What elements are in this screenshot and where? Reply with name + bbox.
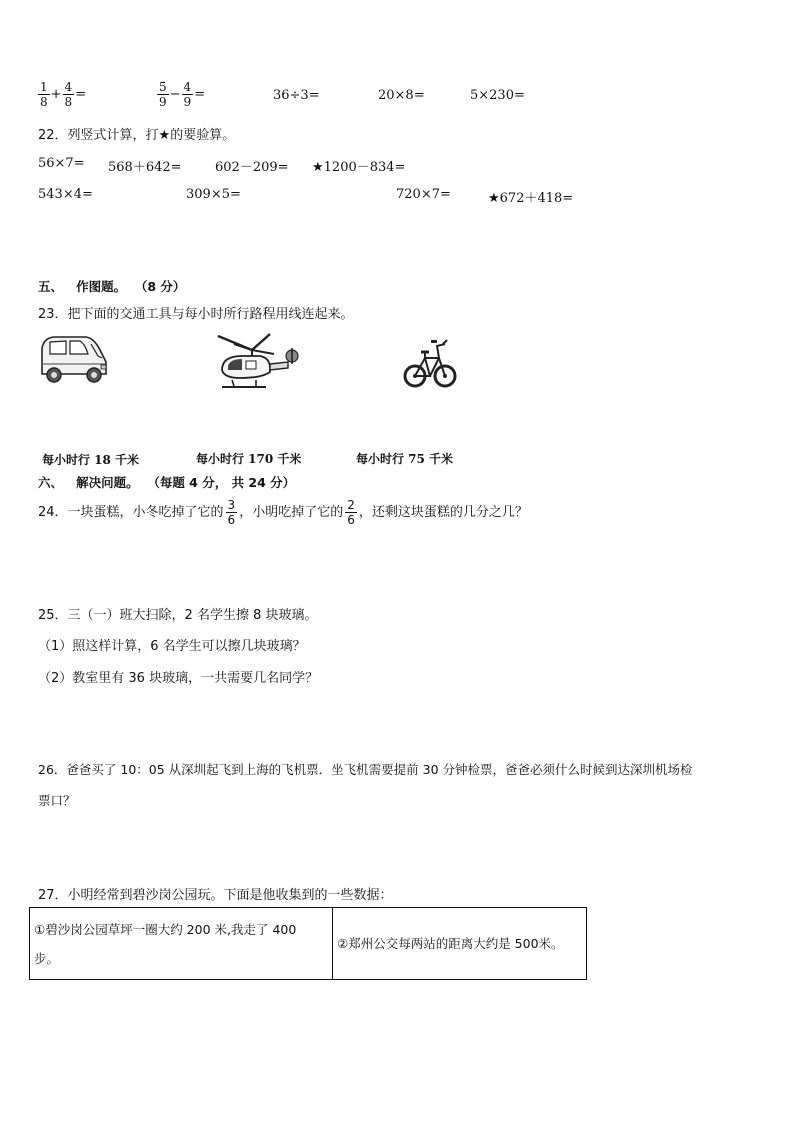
car-icon [36, 334, 110, 384]
q22-item: ★672＋418= [488, 191, 574, 206]
helicopter-icon [214, 332, 300, 392]
q22-title: 22．列竖式计算，打★的要验算。 [38, 128, 236, 143]
q26-line2: 票口？ [38, 793, 76, 808]
speed-label-170: 每小时行 170 千米 [196, 452, 302, 466]
q22-item: 56×7= [38, 156, 85, 171]
q22-item: 543×4= [38, 187, 93, 202]
q24-question: 24．一块蛋糕，小冬吃掉了它的 $\frac{3}{6}$ ，小明吃掉了它的 $\frac{2}{6}$ ，还剩这块蛋糕的几分之几？ [38, 498, 528, 527]
q27-cell-1: ①碧沙岗公园草坪一圈大约 200 米,我走了 400 步。 [30, 908, 333, 980]
q21-item: 20×8= [378, 88, 425, 103]
q27-cell-2: ②郑州公交每两站的距离大约是 500米。 [333, 908, 587, 980]
q22-item: ★1200－834= [312, 160, 406, 175]
q27-data-table [29, 907, 587, 980]
q21-fraction-2: $\frac{5}{9}$ − $\frac{4}{9}$ = [159, 80, 206, 109]
q22-item: 720×7= [396, 187, 451, 202]
speed-label-18: 每小时行 18 千米 [42, 453, 140, 467]
q22-item: 568＋642= [108, 160, 182, 175]
q22-item: 309×5= [186, 187, 241, 202]
q21-item: 5×230= [470, 88, 525, 103]
q27-title: 27．小明经常到碧沙岗公园玩。下面是他收集到的一些数据： [38, 888, 393, 903]
section-6-heading: 六、 解决问题。 （每题 4 分， 共 24 分） [38, 475, 296, 490]
section-5-heading: 五、 作图题。 （8 分） [38, 279, 186, 294]
q22-item: 602－209= [215, 160, 289, 175]
q21-fraction-1: $\frac{1}{8}$ + $\frac{4}{8}$ = [40, 80, 87, 109]
bicycle-icon [403, 332, 457, 392]
q25-title: 25．三（一）班大扫除，2 名学生擦 8 块玻璃。 [38, 608, 318, 623]
q23-title: 23．把下面的交通工具与每小时所行路程用线连起来。 [38, 307, 354, 322]
q26-line1: 26．爸爸买了 10：05 从深圳起飞到上海的飞机票．坐飞机需要提前 30 分钟检票，爸爸必须什么时候到达深圳机场检 [38, 762, 693, 777]
q25-sub2: （2）教室里有 36 块玻璃，一共需要几名同学？ [38, 671, 319, 686]
q21-item: 36÷3= [273, 88, 320, 103]
speed-label-75: 每小时行 75 千米 [356, 452, 454, 466]
q25-sub1: （1）照这样计算，6 名学生可以擦几块玻璃？ [38, 639, 306, 654]
